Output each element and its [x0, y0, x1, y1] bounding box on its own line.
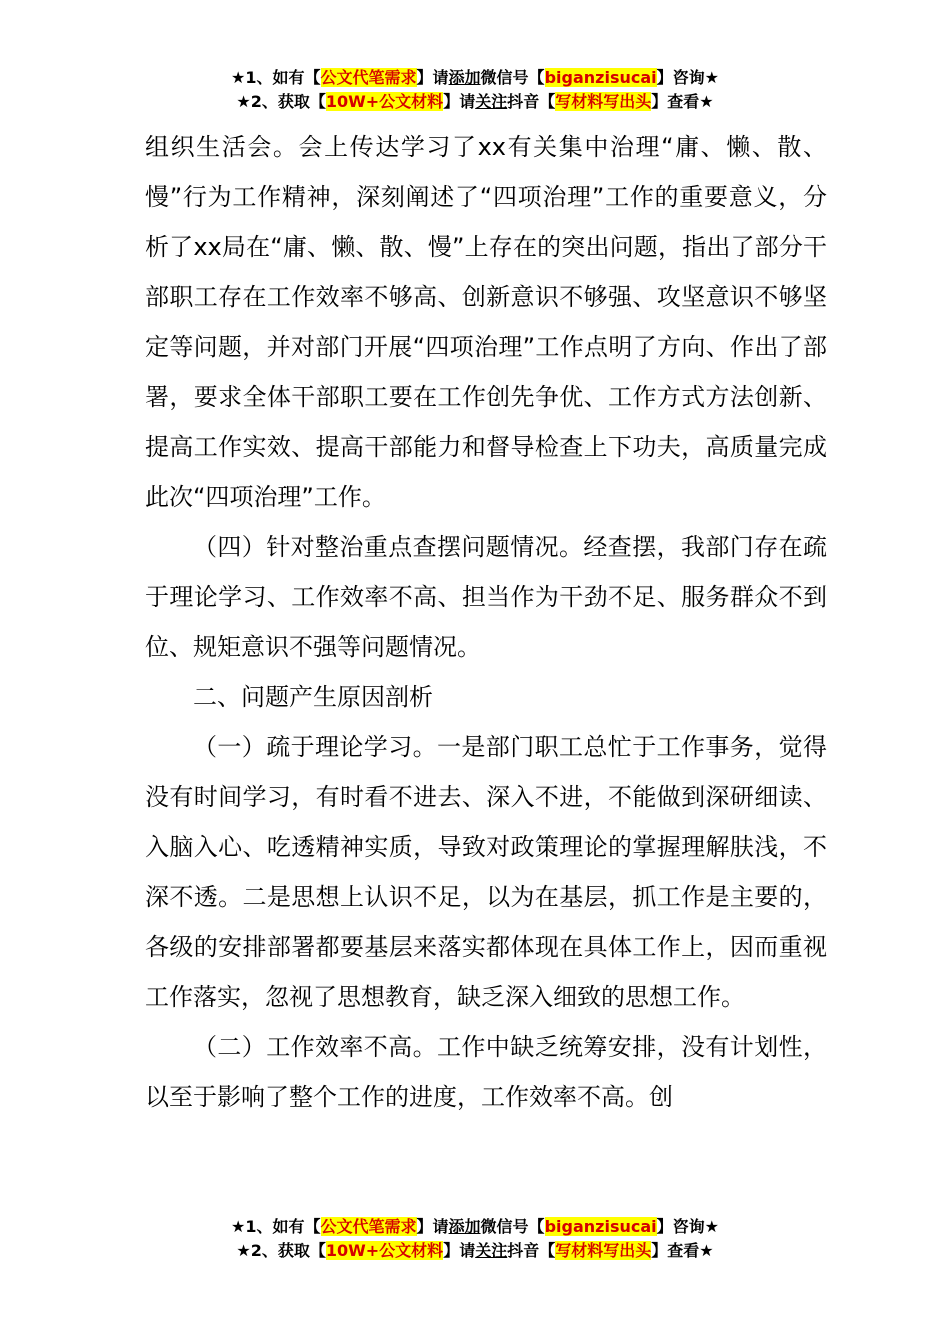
banner-douyin-account: 写材料写出头 — [555, 92, 652, 111]
paragraph-cause-1: （一）疏于理论学习。一是部门职工总忙于工作事务，觉得没有时间学习，有时看不进去、深入不进，不能做到深研细读、入脑入心、吃透精神实质，导致对政策理论的掌握理解肤浅，不深不透。二是思想上认识不足，以为在基层，抓工作是主要的，各级的安排部署都要基层来落实都体现在具体工作上，因而重视工作落实，忽视了思想教育，缺乏深入细致的思想工作。 — [145, 733, 827, 1011]
banner-douyin-account: 写材料写出头 — [555, 1241, 652, 1260]
banner-highlight: 10W+公文材料 — [325, 1241, 444, 1260]
banner-text: ★2、获取【 — [236, 92, 326, 111]
banner-underline: 添加 — [448, 68, 481, 87]
banner-underline: 关注 — [475, 92, 508, 111]
banner-text: 微信号【 — [480, 68, 545, 87]
banner-wechat-id: biganzisucai — [544, 68, 657, 87]
paragraph-continuation: 组织生活会。会上传达学习了xx有关集中治理“庸、懒、散、慢”行为工作精神，深刻阐述了“四项治理”工作的重要意义，分析了xx局在“庸、懒、散、慢”上存在的突出问题，指出了部分干部职工存在工作效率不够高、创新意识不够强、攻坚意识不够坚定等问题，并对部门开展“四项治理”工作点明了方向、作出了部署，要求全体干部职工要在工作创先争优、工作方式方法创新、提高工作实效、提高干部能力和督导检查上下功夫，高质量完成此次“四项治理”工作。 — [145, 133, 827, 511]
paragraph-section-4: （四）针对整治重点查摆问题情况。经查摆，我部门存在疏于理论学习、工作效率不高、担当作为干劲不足、服务群众不到位、规矩意识不强等问题情况。 — [145, 533, 827, 661]
banner-text: ★1、如有【 — [231, 68, 321, 87]
banner-text: 】请 — [416, 1217, 449, 1236]
paragraph-cause-2: （二）工作效率不高。工作中缺乏统筹安排，没有计划性，以至于影响了整个工作的进度，工作效率不高。创 — [145, 1033, 827, 1111]
banner-text: 】咨询★ — [656, 68, 719, 87]
banner-highlight: 公文代笔需求 — [320, 68, 417, 87]
banner-text: 】查看★ — [651, 1241, 714, 1260]
banner-highlight: 10W+公文材料 — [325, 92, 444, 111]
banner-underline: 关注 — [475, 1241, 508, 1260]
banner-line-2 — [0, 90, 950, 114]
banner-text: ★1、如有【 — [231, 1217, 321, 1236]
footer-banner — [0, 1215, 950, 1263]
document-body — [145, 122, 827, 1122]
banner-line-1 — [0, 1215, 950, 1239]
banner-underline: 添加 — [448, 1217, 481, 1236]
banner-text: 】请 — [443, 1241, 476, 1260]
banner-text: 】请 — [416, 68, 449, 87]
banner-text: ★2、获取【 — [236, 1241, 326, 1260]
banner-line-2 — [0, 1239, 950, 1263]
section-heading: 二、问题产生原因剖析 — [193, 683, 433, 711]
banner-wechat-id: biganzisucai — [544, 1217, 657, 1236]
header-banner — [0, 66, 950, 114]
banner-text: 】请 — [443, 92, 476, 111]
banner-text: 】咨询★ — [656, 1217, 719, 1236]
banner-text: 微信号【 — [480, 1217, 545, 1236]
banner-text: 抖音【 — [507, 1241, 556, 1260]
banner-text: 抖音【 — [507, 92, 556, 111]
banner-line-1 — [0, 66, 950, 90]
banner-text: 】查看★ — [651, 92, 714, 111]
banner-highlight: 公文代笔需求 — [320, 1217, 417, 1236]
